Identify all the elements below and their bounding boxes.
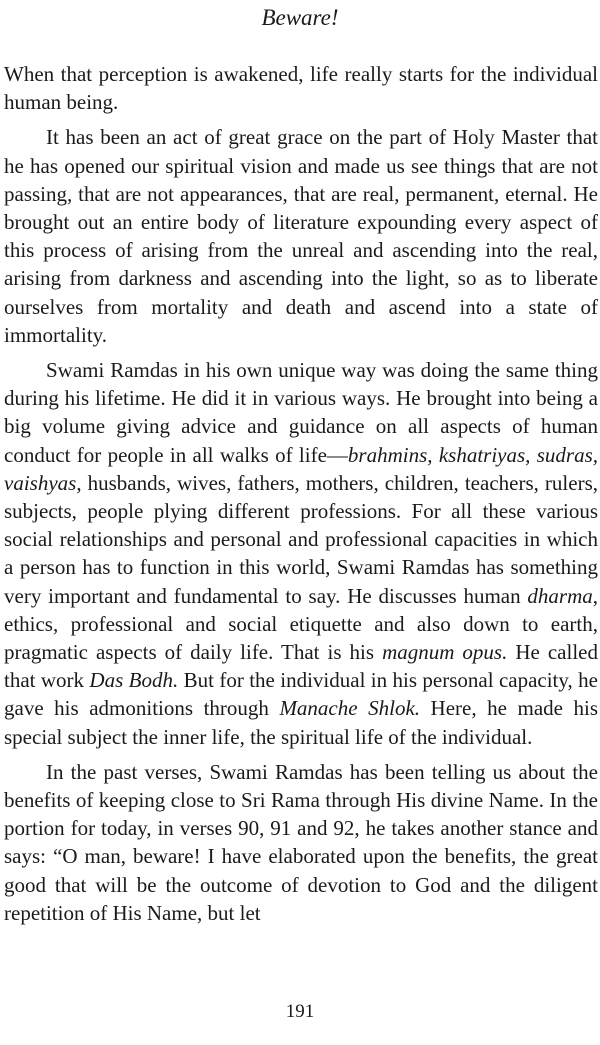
paragraph-text: He called that work [4,640,598,693]
italic-term-castes: brahmins, kshatriyas, sudras, vaishyas [4,442,598,495]
page-number: 191 [285,1001,315,1022]
italic-title-das-bodh: Das Bodh. [89,668,179,693]
paragraph-text: Swami Ramdas in his own unique way was doing the same thing during his lifetime. He did it in various ways. He brought into being a big volume giving advice and guidance on all aspects of human conduct for people in all walks of life— [4,358,598,467]
italic-term-magnum-opus: magnum opus. [382,640,508,665]
running-title: Beware! [261,5,339,30]
paragraph-text: When that perception is awakened, life really starts for the individual human being. [4,62,598,115]
paragraph-text: , husbands, wives, fathers, mothers, children, teachers, rulers, subjects, people plying different professions. For all these various social relationships and personal and professional capacities in which a person has to function in this world, Swami Ramdas has something very important and fundamental to say. He discusses human [4,470,598,608]
paragraph-1 [4,60,598,116]
italic-title-manache-shlok: Manache Shlok. [279,696,421,721]
paragraph-3 [4,356,598,751]
body-text [4,60,598,934]
paragraph-text: , ethics, professional and social etiquette and also down to earth, pragmatic aspects of daily life. That is his [4,583,598,665]
paragraph-text: But for the individual in his personal capacity, he gave his admonitions through [4,668,598,721]
italic-term-dharma: dharma [527,583,593,608]
paragraph-2 [4,123,598,349]
paragraph-text: It has been an act of great grace on the part of Holy Master that he has opened our spiritual vision and made us see things that are not passing, that are not appearances, that are real, permanent, eternal. He brought out an entire body of literature expounding every aspect of this process of arising from the unreal and ascending into the real, arising from darkness and ascending into the light, so as to liberate ourselves from mortality and death and ascend into a state of immortality. [4,125,598,347]
paragraph-4 [4,758,598,927]
paragraph-text: In the past verses, Swami Ramdas has been telling us about the benefits of keeping close to Sri Rama through His divine Name. In the portion for today, in verses 90, 91 and 92, he takes another stance and says: “O man, beware! I have elaborated upon the benefits, the great good that will be the outcome of devotion to God and the diligent repetition of His Name, but let [4,759,598,925]
paragraph-text: Here, he made his special subject the inner life, the spiritual life of the individual. [4,696,598,749]
